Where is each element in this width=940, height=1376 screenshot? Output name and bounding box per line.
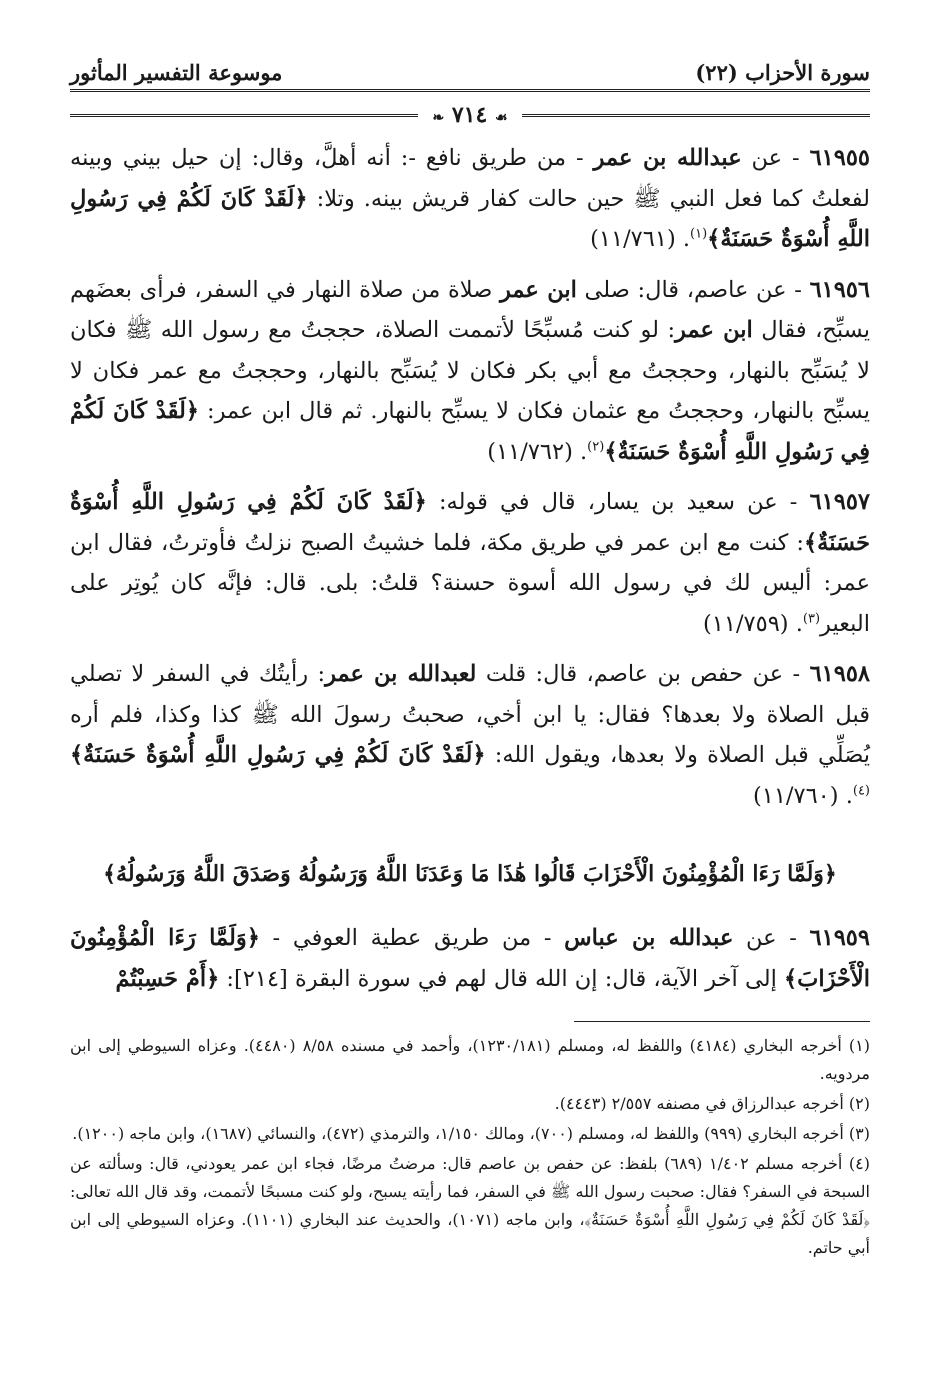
- narrator-name: عبدالله بن عباس: [564, 925, 734, 951]
- body-text: [70, 138, 870, 999]
- hadith-entry: [70, 138, 870, 260]
- footnote-marker: (١): [690, 226, 708, 242]
- chapter-title: سورة الأحزاب (٢٢): [695, 60, 870, 85]
- entry-number: ٦١٩٥٦: [809, 276, 870, 303]
- quran-quote: ﴿أَمْ حَسِبْتُمْ: [115, 965, 220, 992]
- narrator-name: ابن عمر: [500, 276, 577, 303]
- ornament-icon: ❧: [432, 110, 445, 126]
- volume-reference: . (١١/٧٦٠): [752, 782, 853, 809]
- entry-text: صلاة من صلاة النهار في السفر، فرأى بعضَهم يسبِّح، فقال: [70, 276, 870, 343]
- footnote: (٣) أخرجه البخاري (٩٩٩) واللفظ له، ومسلم (٧٠٠)، ومالك ١/١٥٠، والترمذي (٤٧٢)، والنسائي (١٦٨٧)، وابن ماجه (١٢٠٠).: [72, 1124, 870, 1143]
- volume-reference: . (١١/٧٦١): [590, 226, 691, 252]
- quran-quote: ﴿وَلَمَّا رَءَا الْمُؤْمِنُونَ الْأَحْزَابَ﴾: [70, 925, 870, 992]
- hadith-entry: [70, 918, 870, 999]
- quran-quote: ﴿لَقَدْ كَانَ لَكُمْ فِي رَسُولِ اللَّهِ أُسْوَةٌ حَسَنَةٌ﴾: [70, 185, 870, 252]
- volume-reference: . (١١/٧٦٢): [487, 438, 588, 465]
- footnote: (١) أخرجه البخاري (٤١٨٤) واللفظ له، ومسلم (١٢٣٠/١٨١)، وأحمد في مسنده ٨/٥٨ (٤٤٨٠). وعزاه السيوطي إلى ابن مردويه.: [70, 1036, 870, 1083]
- footnote-rule: [574, 1021, 870, 1022]
- ornament-icon: ☙: [494, 110, 508, 126]
- entry-number: ٦١٩٥٥: [809, 145, 870, 171]
- entry-text: - عن سعيد بن يسار، قال في قوله:: [426, 489, 810, 515]
- entries-list: [70, 138, 870, 816]
- quran-quote: ﴿لَقَدْ كَانَ لَكُمْ فِي رَسُولِ اللَّهِ أُسْوَةٌ حَسَنَةٌ﴾: [70, 398, 870, 465]
- entry-text: : رأيتُك في السفر لا تصلي قبل الصلاة ولا بعدها؟ فقال: يا ابن أخي، صحبتُ رسولَ الله ﷺ كذا وكذا، فلم أره يُصَلِّي قبل الصلاة ولا بعدها، ويقول الله:: [70, 661, 871, 768]
- hadith-entry: [70, 654, 870, 816]
- header-rule: [70, 89, 870, 92]
- entry-text: إلى آخر الآية، قال: إن الله قال لهم في سورة البقرة [٢١٤]:: [219, 965, 784, 992]
- entry-text: - عن: [741, 145, 810, 171]
- footnote-marker: (٤): [852, 783, 870, 798]
- narrator-name: لعبدالله بن عمر: [325, 661, 477, 687]
- narrator-name: ابن عمر: [675, 317, 753, 343]
- page-number: [418, 102, 521, 128]
- narrator-name: عبدالله بن عمر: [593, 145, 742, 171]
- entry-text: - عن: [733, 925, 810, 951]
- page-number-rule-left: [70, 114, 418, 117]
- quran-verse-heading: ﴿وَلَمَّا رَءَا الْمُؤْمِنُونَ الْأَحْزَابَ قَالُوا هَٰذَا مَا وَعَدَنَا اللَّهُ وَرَسُولُهُ وَصَدَقَ اللَّهُ وَرَسُولُهُ﴾: [103, 861, 837, 887]
- footnote: (٤) أخرجه مسلم ١/٤٠٢ (٦٨٩) بلفظ: عن حفص بن عاصم قال: مرضتُ مرضًا، فجاء ابن عمر يعودني، قال: وسألته عن السبحة في السفر؟ فقال: صحبت رسول الله ﷺ في السفر، فما رأيته يسبح، ولو كنت مسبحًا لأتممت، وقد قال الله تعالى: ﴿لَقَدْ كَانَ لَكُمْ فِي رَسُولِ اللَّهِ أُسْوَةٌ حَسَنَةٌ﴾، وابن ماجه (١٠٧١)، والحديث عند البخاري (١١٠١). وعزاه السيوطي إلى ابن أبي حاتم.: [70, 1154, 870, 1257]
- entry-number: ٦١٩٥٨: [809, 661, 871, 687]
- entry-number: ٦١٩٥٩: [809, 925, 870, 951]
- book-title: موسوعة التفسير المأثور: [70, 60, 283, 85]
- footnote: (٢) أخرجه عبدالرزاق في مصنفه ٢/٥٥٧ (٤٤٤٣).: [554, 1094, 870, 1113]
- footnote-marker: (٣): [802, 611, 821, 626]
- entry-text: - عن حفص بن عاصم، قال: قلت: [476, 661, 810, 687]
- entry-text: - من طريق نافع -: أنه أهلَّ، وقال: إن حيل بيني وبينه لفعلتُ كما فعل النبي ﷺ حين حالت كفار قريش بينه. وتلا:: [70, 145, 870, 212]
- entries-list-continued: [70, 918, 870, 999]
- page-number-text: ٧١٤: [451, 102, 488, 128]
- page-number-row: [70, 102, 870, 128]
- running-header: [70, 60, 870, 89]
- hadith-entry: [70, 270, 870, 473]
- entry-text: : لو كنت مُسبِّحًا لأتممت الصلاة، حججتُ مع رسول الله ﷺ فكان لا يُسَبِّح بالنهار، وحججتُ مع أبي بكر فكان لا يُسَبِّح بالنهار، وحججتُ مع عمر فكان لا يسبِّح بالنهار، وحججتُ مع عثمان فكان لا يسبِّح بالنهار. ثم قال ابن عمر:: [70, 317, 870, 424]
- page-number-rule-right: [522, 114, 870, 117]
- entry-text: - عن عاصم، قال: صلى: [576, 276, 810, 303]
- footnote-marker: (٢): [587, 439, 605, 454]
- hadith-entry: [70, 482, 870, 644]
- entry-text: - من طريق عطية العوفي -: [259, 925, 565, 951]
- entry-number: ٦١٩٥٧: [809, 489, 870, 515]
- quran-quote: ﴿لَقَدْ كَانَ لَكُمْ فِي رَسُولِ اللَّهِ أُسْوَةٌ حَسَنَةٌ﴾: [70, 489, 870, 556]
- volume-reference: . (١١/٧٥٩): [703, 610, 803, 637]
- entry-text: : كنت مع ابن عمر في طريق مكة، فلما خشيتُ الصبح نزلتُ فأوترتُ، فقال ابن عمر: أليس لك في رسول الله أسوة حسنة؟ قلتُ: بلى. قال: فإنَّه كان يُوتِر على البعير: [70, 529, 870, 637]
- quran-quote: ﴿لَقَدْ كَانَ لَكُمْ فِي رَسُولِ اللَّهِ أُسْوَةٌ حَسَنَةٌ﴾: [70, 742, 486, 768]
- footnotes: [70, 1032, 870, 1262]
